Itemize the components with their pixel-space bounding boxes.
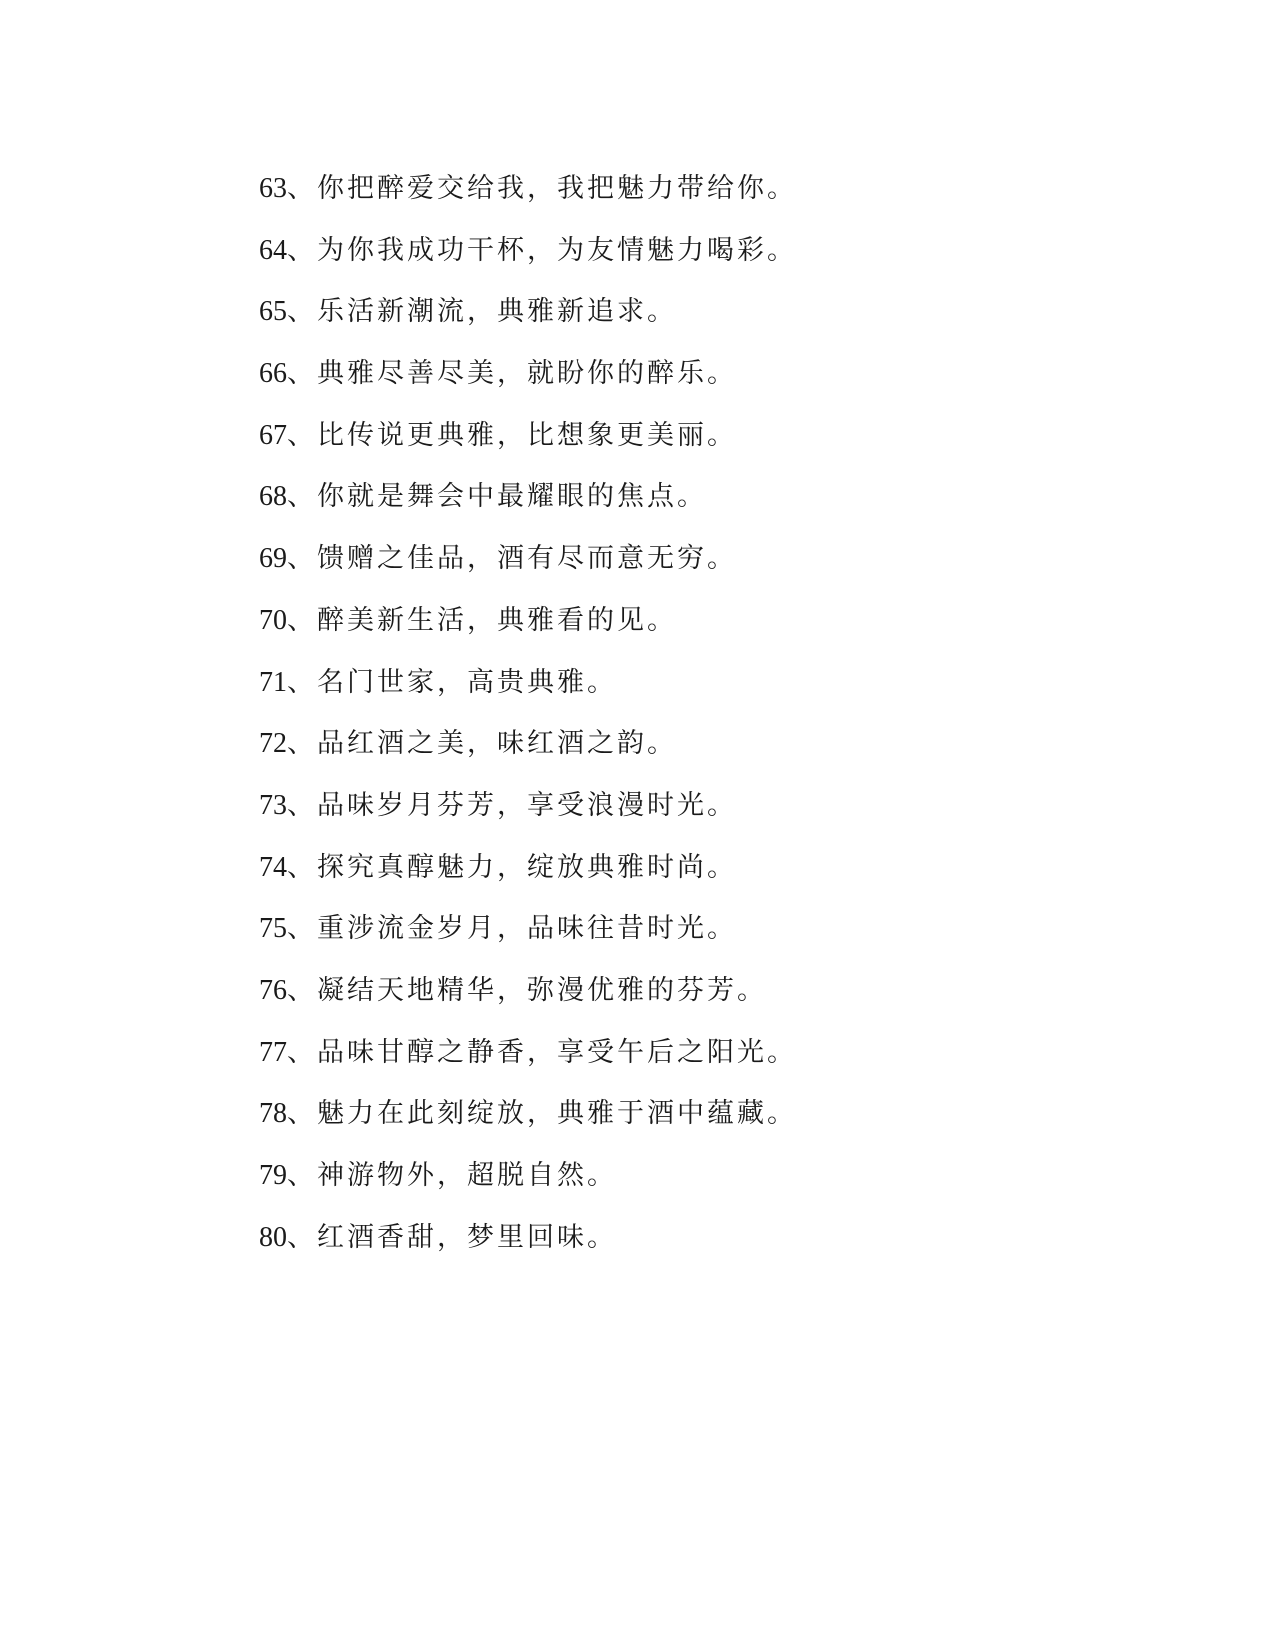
list-item <box>259 281 797 343</box>
item-number: 66 <box>259 358 287 390</box>
item-text: 重涉流金岁月，品味往昔时光。 <box>317 913 737 945</box>
item-text: 乐活新潮流，典雅新追求。 <box>317 296 677 328</box>
item-separator: 、 <box>287 543 317 575</box>
item-number: 68 <box>259 481 287 513</box>
list-item <box>259 528 797 590</box>
item-separator: 、 <box>287 173 317 204</box>
list-item <box>259 1083 797 1145</box>
list-item <box>259 960 797 1022</box>
item-number: 64 <box>259 234 287 266</box>
item-separator: 、 <box>287 913 317 945</box>
item-text: 品味甘醇之静香，享受午后之阳光。 <box>317 1036 797 1068</box>
item-number: 80 <box>259 1221 287 1253</box>
item-text: 馈赠之佳品，酒有尽而意无穷。 <box>317 543 737 575</box>
item-number: 65 <box>259 296 287 328</box>
item-text: 神游物外，超脱自然。 <box>317 1160 617 1191</box>
item-text: 名门世家，高贵典雅。 <box>317 666 617 698</box>
item-separator: 、 <box>287 1221 317 1253</box>
item-text: 品红酒之美，味红酒之韵。 <box>317 728 677 760</box>
list-item <box>259 898 797 960</box>
item-text: 典雅尽善尽美，就盼你的醉乐。 <box>317 358 737 390</box>
item-number: 74 <box>259 851 287 883</box>
item-text: 为你我成功干杯，为友情魅力喝彩。 <box>317 234 797 266</box>
list-item <box>259 713 797 775</box>
item-separator: 、 <box>287 1098 317 1130</box>
list-item <box>259 837 797 899</box>
list-item <box>259 652 797 714</box>
item-separator: 、 <box>287 974 317 1006</box>
item-text: 凝结天地精华，弥漫优雅的芬芳。 <box>317 974 767 1006</box>
item-text: 探究真醇魅力，绽放典雅时尚。 <box>317 851 737 883</box>
item-separator: 、 <box>287 1036 317 1068</box>
item-separator: 、 <box>287 296 317 328</box>
list-item <box>259 1145 797 1207</box>
list-item <box>259 590 797 652</box>
item-separator: 、 <box>287 1160 317 1191</box>
list-item <box>259 158 797 220</box>
item-separator: 、 <box>287 789 317 821</box>
list-item <box>259 220 797 282</box>
item-text: 品味岁月芬芳，享受浪漫时光。 <box>317 789 737 821</box>
item-text: 你就是舞会中最耀眼的焦点。 <box>317 481 707 513</box>
item-number: 76 <box>259 974 287 1006</box>
item-separator: 、 <box>287 851 317 883</box>
item-separator: 、 <box>287 234 317 266</box>
item-separator: 、 <box>287 666 317 698</box>
item-separator: 、 <box>287 419 317 451</box>
item-number: 70 <box>259 604 287 636</box>
item-number: 67 <box>259 419 287 451</box>
item-number: 79 <box>259 1160 287 1191</box>
list-item <box>259 405 797 467</box>
slogan-list <box>259 158 797 1268</box>
item-text: 魅力在此刻绽放，典雅于酒中蕴藏。 <box>317 1098 797 1130</box>
item-text: 比传说更典雅，比想象更美丽。 <box>317 419 737 451</box>
list-item <box>259 1207 797 1269</box>
item-number: 69 <box>259 543 287 575</box>
item-separator: 、 <box>287 358 317 390</box>
item-text: 醉美新生活，典雅看的见。 <box>317 604 677 636</box>
list-item <box>259 466 797 528</box>
item-text: 你把醉爱交给我，我把魅力带给你。 <box>317 173 797 204</box>
item-number: 78 <box>259 1098 287 1130</box>
item-separator: 、 <box>287 481 317 513</box>
item-separator: 、 <box>287 728 317 760</box>
list-item <box>259 343 797 405</box>
item-number: 73 <box>259 789 287 821</box>
item-number: 71 <box>259 666 287 698</box>
item-number: 63 <box>259 173 287 204</box>
item-separator: 、 <box>287 604 317 636</box>
list-item <box>259 1022 797 1084</box>
item-text: 红酒香甜，梦里回味。 <box>317 1221 617 1253</box>
item-number: 77 <box>259 1036 287 1068</box>
item-number: 75 <box>259 913 287 945</box>
item-number: 72 <box>259 728 287 760</box>
list-item <box>259 775 797 837</box>
